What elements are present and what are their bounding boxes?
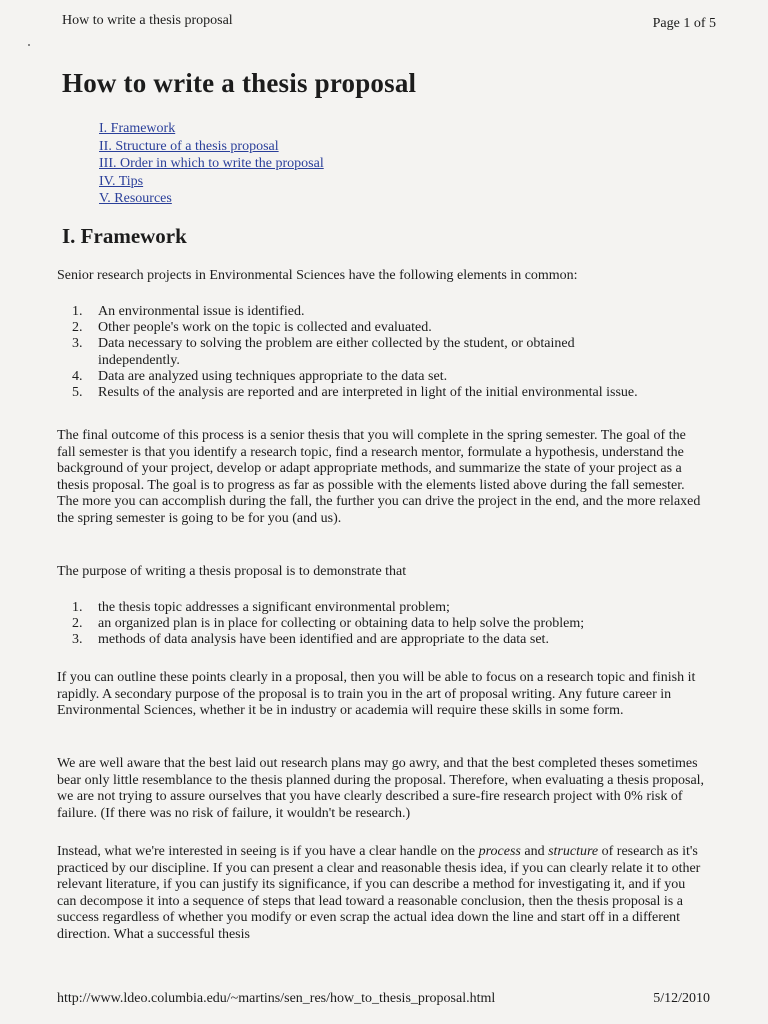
list-text: Data are analyzed using techniques appropriate to the data set.	[98, 368, 448, 384]
header-title: How to write a thesis proposal	[62, 13, 233, 28]
emphasis-structure: structure	[548, 844, 599, 859]
list-number: 2.	[72, 320, 83, 336]
list-item	[72, 616, 712, 632]
list-number: 2.	[72, 616, 83, 632]
list-item	[72, 632, 712, 648]
paragraph-final-outcome: The final outcome of this process is a senior thesis that you will complete in the spring semester. The goal of the fall semester is that you identify a research topic, find a research mentor, formulate a hypothesis, understand the background of your project, develop or adapt appropriate methods, and summarize the state of your project as a thesis proposal. The goal is to progress as far as possible with the elements listed above during the fall semester. The more you can accomplish during the fall, the further you can drive the project in the end, and the more relaxed the spring semester is going to be for you (and us).	[57, 428, 701, 526]
elements-list	[72, 304, 712, 401]
scan-speck	[28, 44, 30, 46]
page-title: How to write a thesis proposal	[62, 68, 417, 98]
paragraph-outline: If you can outline these points clearly in a proposal, then you will be able to focus on a research topic and finish it rapidly. A secondary purpose of the proposal is to train you in the art of proposal writing. Any future career in Environmental Sciences, whether it be in industry or academia will require these skills in some form.	[57, 670, 696, 719]
list-number: 1.	[72, 304, 83, 319]
list-text: an organized plan is in place for collecting or obtaining data to help solve the problem;	[98, 616, 585, 632]
footer-url: http://www.ldeo.columbia.edu/~martins/sen_res/how_to_thesis_proposal.html	[57, 991, 496, 1006]
toc-link-framework[interactable]: I. Framework	[99, 121, 176, 136]
paragraph-instead	[57, 844, 705, 944]
section-heading-framework: I. Framework	[62, 224, 187, 248]
toc-item-resources	[99, 190, 324, 208]
list-text: An environmental issue is identified.	[98, 304, 305, 319]
emphasis-process: process	[478, 844, 521, 859]
text-run: Instead, what we're interested in seeing is if you have a clear handle on the	[57, 844, 479, 859]
purpose-intro: The purpose of writing a thesis proposal is to demonstrate that	[57, 564, 407, 579]
toc-link-tips[interactable]: IV. Tips	[99, 173, 144, 189]
list-item	[72, 336, 712, 368]
toc-item-framework	[99, 120, 324, 138]
text-run: of research as it's practiced by our discipline. If you can present a clear and reasonable thesis idea, if you can clearly relate it to other relevant literature, if you can justify its significance, if you can describe a method for investigating it, and if you can decompose it into a sequence of steps that lead toward a reasonable conclusion, then the thesis proposal is a success regardless of whether you modify or even scrap the actual idea down the line and start off in a different direction. What a successful thesis	[57, 844, 701, 942]
list-item	[72, 369, 712, 385]
list-text: Data necessary to solving the problem are either collected by the student, or obtained independently.	[98, 336, 575, 368]
list-number: 1.	[72, 600, 83, 615]
footer-date: 5/12/2010	[653, 991, 710, 1006]
list-text: Other people's work on the topic is collected and evaluated.	[98, 320, 432, 336]
list-item	[72, 600, 712, 616]
paragraph-awareness: We are well aware that the best laid out research plans may go awry, and that the best completed theses sometimes bear only little resemblance to the thesis planned during the proposal. Therefore, when evaluating a thesis proposal, we are not trying to assure ourselves that you have clearly described a sure-fire research project with 0% risk of failure. (If there was no risk of failure, it wouldn't be research.)	[57, 756, 705, 821]
toc-item-tips	[99, 173, 324, 191]
purpose-list	[72, 600, 712, 649]
list-item	[72, 304, 712, 320]
list-text: Results of the analysis are reported and are interpreted in light of the initial environmental issue.	[98, 385, 638, 401]
list-text: methods of data analysis have been identified and are appropriate to the data set.	[98, 632, 549, 648]
toc-link-resources[interactable]: V. Resources	[99, 191, 172, 206]
list-text: the thesis topic addresses a significant environmental problem;	[98, 600, 450, 615]
list-item	[72, 320, 712, 336]
list-number: 3.	[72, 632, 83, 648]
list-item	[72, 385, 712, 401]
toc-item-order	[99, 155, 324, 173]
list-number: 3.	[72, 336, 83, 352]
header-page-number: Page 1 of 5	[652, 16, 716, 31]
text-run: and	[520, 844, 549, 859]
framework-intro: Senior research projects in Environmental Sciences have the following elements in common:	[57, 268, 578, 283]
toc-link-structure[interactable]: II. Structure of a thesis proposal	[99, 138, 279, 154]
table-of-contents	[99, 120, 324, 208]
list-number: 4.	[72, 368, 83, 384]
toc-link-order[interactable]: III. Order in which to write the proposal	[99, 156, 324, 171]
toc-item-structure	[99, 138, 324, 156]
list-number: 5.	[72, 385, 83, 401]
